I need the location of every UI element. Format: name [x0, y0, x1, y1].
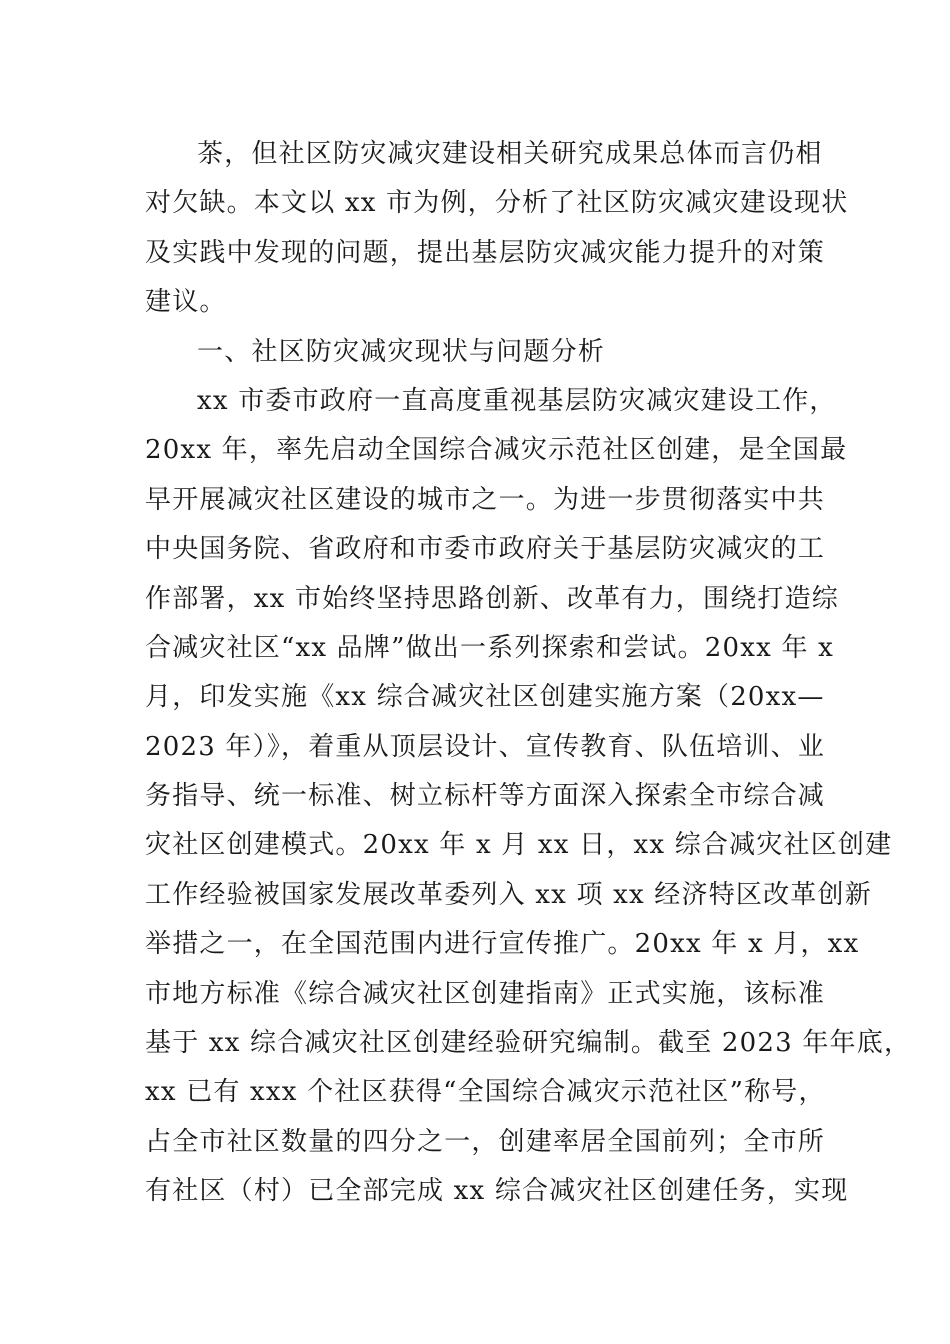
text-line: 建议。 — [145, 287, 227, 318]
text-line: xx 已有 xxx 个社区获得“全国综合减灾示范社区”称号， — [145, 1077, 826, 1108]
text-line: xx 市委市政府一直高度重视基层防灾减灾建设工作， — [197, 385, 837, 416]
text-line: 20xx 年，率先启动全国综合减灾示范社区创建，是全国最 — [145, 435, 848, 466]
text-line: 月，印发实施《xx 综合减灾社区创建实施方案（20xx— — [145, 682, 825, 713]
text-line: 作部署，xx 市始终坚持思路创新、改革有力，围绕打造综 — [145, 583, 839, 614]
body-text — [145, 130, 912, 1217]
text-line: 早开展减灾社区建设的城市之一。为进一步贯彻落实中共 — [145, 484, 826, 515]
text-line: 市地方标准《综合减灾社区创建指南》正式实施，该标准 — [145, 978, 826, 1009]
text-line: 茶，但社区防灾减灾建设相关研究成果总体而言仍相 — [197, 139, 823, 169]
text-line: 灾社区创建模式。20xx 年 x 月 xx 日，xx 综合减灾社区创建 — [145, 830, 893, 861]
text-line: 合减灾社区“xx 品牌”做出一系列探索和尝试。20xx 年 x — [145, 632, 834, 663]
text-line: 举措之一，在全国范围内进行宣传推广。20xx 年 x 月，xx — [145, 929, 860, 960]
text-line: 对欠缺。本文以 xx 市为例，分析了社区防灾减灾建设现状 — [145, 188, 849, 219]
text-line: 基于 xx 综合减灾社区创建经验研究编制。截至 2023 年年底， — [145, 1028, 912, 1059]
text-line: 工作经验被国家发展改革委列入 xx 项 xx 经济特区改革创新 — [145, 879, 872, 910]
section-heading: 一、社区防灾减灾现状与问题分析 — [197, 336, 606, 367]
text-line: 2023 年）》，着重从顶层设计、宣传教育、队伍培训、业 — [145, 731, 826, 762]
text-line: 有社区（村）已全部完成 xx 综合减灾社区创建任务，实现 — [145, 1176, 849, 1207]
text-line: 及实践中发现的问题，提出基层防灾减灾能力提升的对策 — [145, 237, 826, 268]
text-line: 占全市社区数量的四分之一，创建率居全国前列；全市所 — [145, 1126, 826, 1157]
text-line: 中央国务院、省政府和市委市政府关于基层防灾减灾的工 — [145, 534, 826, 565]
text-line: 务指导、统一标准、树立标杆等方面深入探索全市综合减 — [145, 781, 826, 812]
